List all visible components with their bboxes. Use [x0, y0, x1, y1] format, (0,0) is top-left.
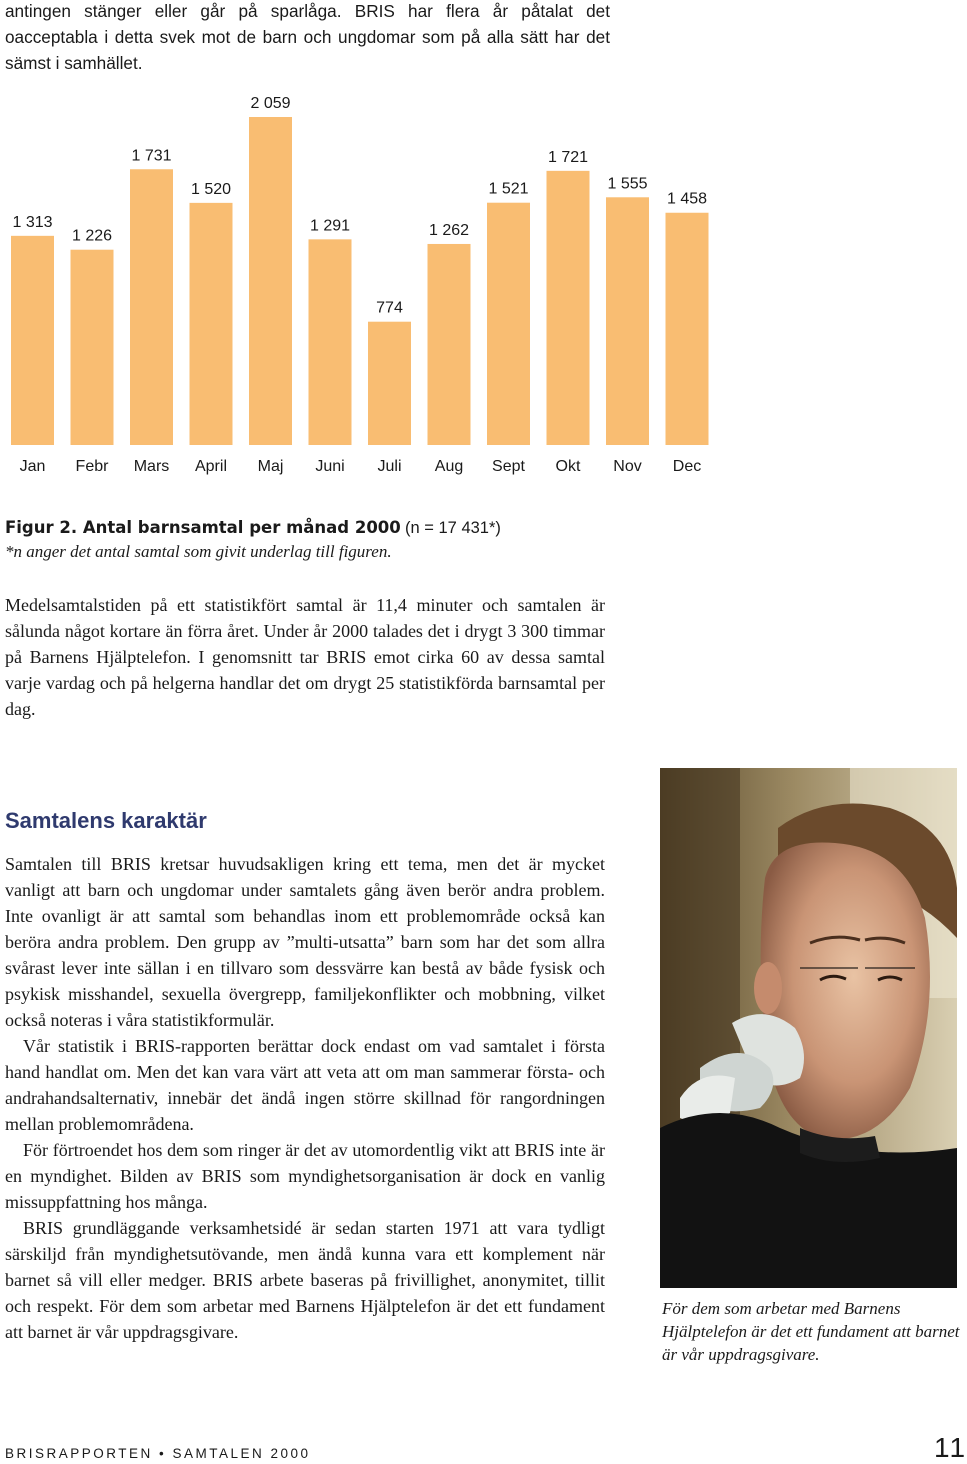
bar-maj	[249, 117, 292, 445]
figure-note: *n anger det antal samtal som givit underlag till figuren.	[5, 542, 392, 561]
section-paragraph: För förtroendet hos dem som ringer är det av utomordentlig vikt att BRIS inte är en myndighet. Bilden av BRIS som myndighetsorganisation är dock en vanlig missuppfattning hos många.	[5, 1140, 605, 1212]
section-paragraph: Vår statistik i BRIS-rapporten berättar dock endast om vad samtalet i första hand handlat om. Men det kan vara värt att veta att om man sammerar första- och andrahandsalternativ, innebär det ändå ingen större skillnad för rangordningen mellan problemområdena.	[5, 1036, 605, 1134]
bar-mars	[130, 169, 173, 445]
photo-caption: För dem som arbetar med Barnens Hjälptelefon är det ett fundament att barnet är vår uppdragsgivare.	[662, 1299, 960, 1364]
category-label: Juni	[315, 458, 345, 475]
category-label: April	[194, 458, 228, 475]
category-label: Jan	[19, 458, 46, 475]
bar-value-label: 1 313	[12, 213, 53, 231]
category-label: Nov	[613, 458, 642, 475]
bar-value-label: 1 291	[309, 217, 351, 235]
bar-okt	[547, 171, 590, 445]
bar-value-label: 1 458	[666, 190, 708, 208]
bar-value-label: 1 731	[131, 147, 172, 165]
bar-value-label: 1 521	[488, 180, 529, 198]
intro-paragraph: antingen stänger eller går på sparlåga. BRIS har flera år påtalat det oacceptabla i detta svek mot de barn och ungdomar som på alla sätt har det sämst i samhället.	[5, 1, 610, 73]
category-label: Sept	[492, 458, 525, 475]
category-label: Okt	[555, 458, 581, 475]
bar-value-label: 1 520	[190, 180, 232, 198]
bar-value-label: 2 059	[250, 95, 291, 112]
bar-dec	[666, 213, 709, 445]
section-heading: Samtalens karaktär	[5, 808, 207, 833]
category-label: Dec	[672, 458, 702, 475]
chart-value-labels	[12, 95, 707, 317]
category-label: Febr	[75, 458, 109, 475]
category-label: Juli	[377, 458, 402, 475]
section-body	[5, 851, 605, 1345]
bar-value-label: 1 262	[428, 221, 470, 239]
figure-sample-size: (n = 17 431*)	[405, 519, 501, 537]
bar-value-label: 1 226	[71, 227, 113, 245]
category-label: Maj	[257, 458, 284, 475]
category-label: Aug	[434, 458, 464, 475]
category-label: Mars	[133, 458, 170, 475]
body-paragraph: Medelsamtalstiden på ett statistikfört samtal är 11,4 minuter och samtalen är sålunda något kortare än förra året. Under år 2000 talades det i drygt 3 300 timmar på Barnens Hjälptelefon. I genomsnitt tar BRIS emot cirka 60 av dessa samtal varje vardag och på helgerna handlar det om drygt 25 statistikförda barnsamtal per dag.	[5, 595, 605, 719]
figure-caption	[5, 516, 625, 564]
bar-sept	[487, 203, 530, 445]
bar-febr	[71, 250, 114, 445]
figure-title: Figur 2. Antal barnsamtal per månad 2000	[5, 518, 401, 537]
chart-bars	[11, 117, 709, 445]
monthly-calls-bar-chart	[0, 88, 720, 488]
photo-man-on-phone	[660, 768, 957, 1288]
bar-value-label: 1 721	[547, 148, 589, 166]
section-paragraph: BRIS grundläggande verksamhetsidé är sedan starten 1971 att vara tydligt särskiljd från myndighetsutövande, men ändå kunna vara ett komplement när barnet så vill eller medger. BRIS arbete baseras på frivillighet, anonymitet, tillit och respekt. För dem som arbetar med Barnens Hjälptelefon är det ett fundament att barnet är vår uppdragsgivare.	[5, 1218, 605, 1342]
bar-value-label: 774	[376, 299, 403, 317]
bar-value-label: 1 555	[607, 175, 648, 193]
footer-brand: BRISRAPPORTEN • SAMTALEN 2000	[5, 1446, 311, 1461]
bar-jan	[11, 236, 54, 445]
page-number: 11	[934, 1432, 967, 1463]
chart-category-labels	[20, 458, 702, 475]
bar-aug	[428, 244, 471, 445]
bar-april	[190, 203, 233, 445]
bar-juli	[368, 322, 411, 445]
intro-text	[5, 0, 610, 76]
bar-nov	[606, 197, 649, 445]
section-paragraph: Samtalen till BRIS kretsar huvudsakligen kring ett tema, men det är mycket vanligt att barn och ungdomar under samtalets gång även berör andra problem. Inte ovanligt är att samtal som behandlas inom ett problemområde också kan beröra andra problem. Den grupp av ”multi-utsatta” barn som har det som allra svårast lever inte sällan i en tillvaro som dessvärre kan bestå av både fysisk och psykisk misshandel, sexuella övergrepp, familjekonflikter och mobbning, vilket också noteras i våra statistikformulär.	[5, 854, 605, 1030]
bar-juni	[309, 239, 352, 445]
